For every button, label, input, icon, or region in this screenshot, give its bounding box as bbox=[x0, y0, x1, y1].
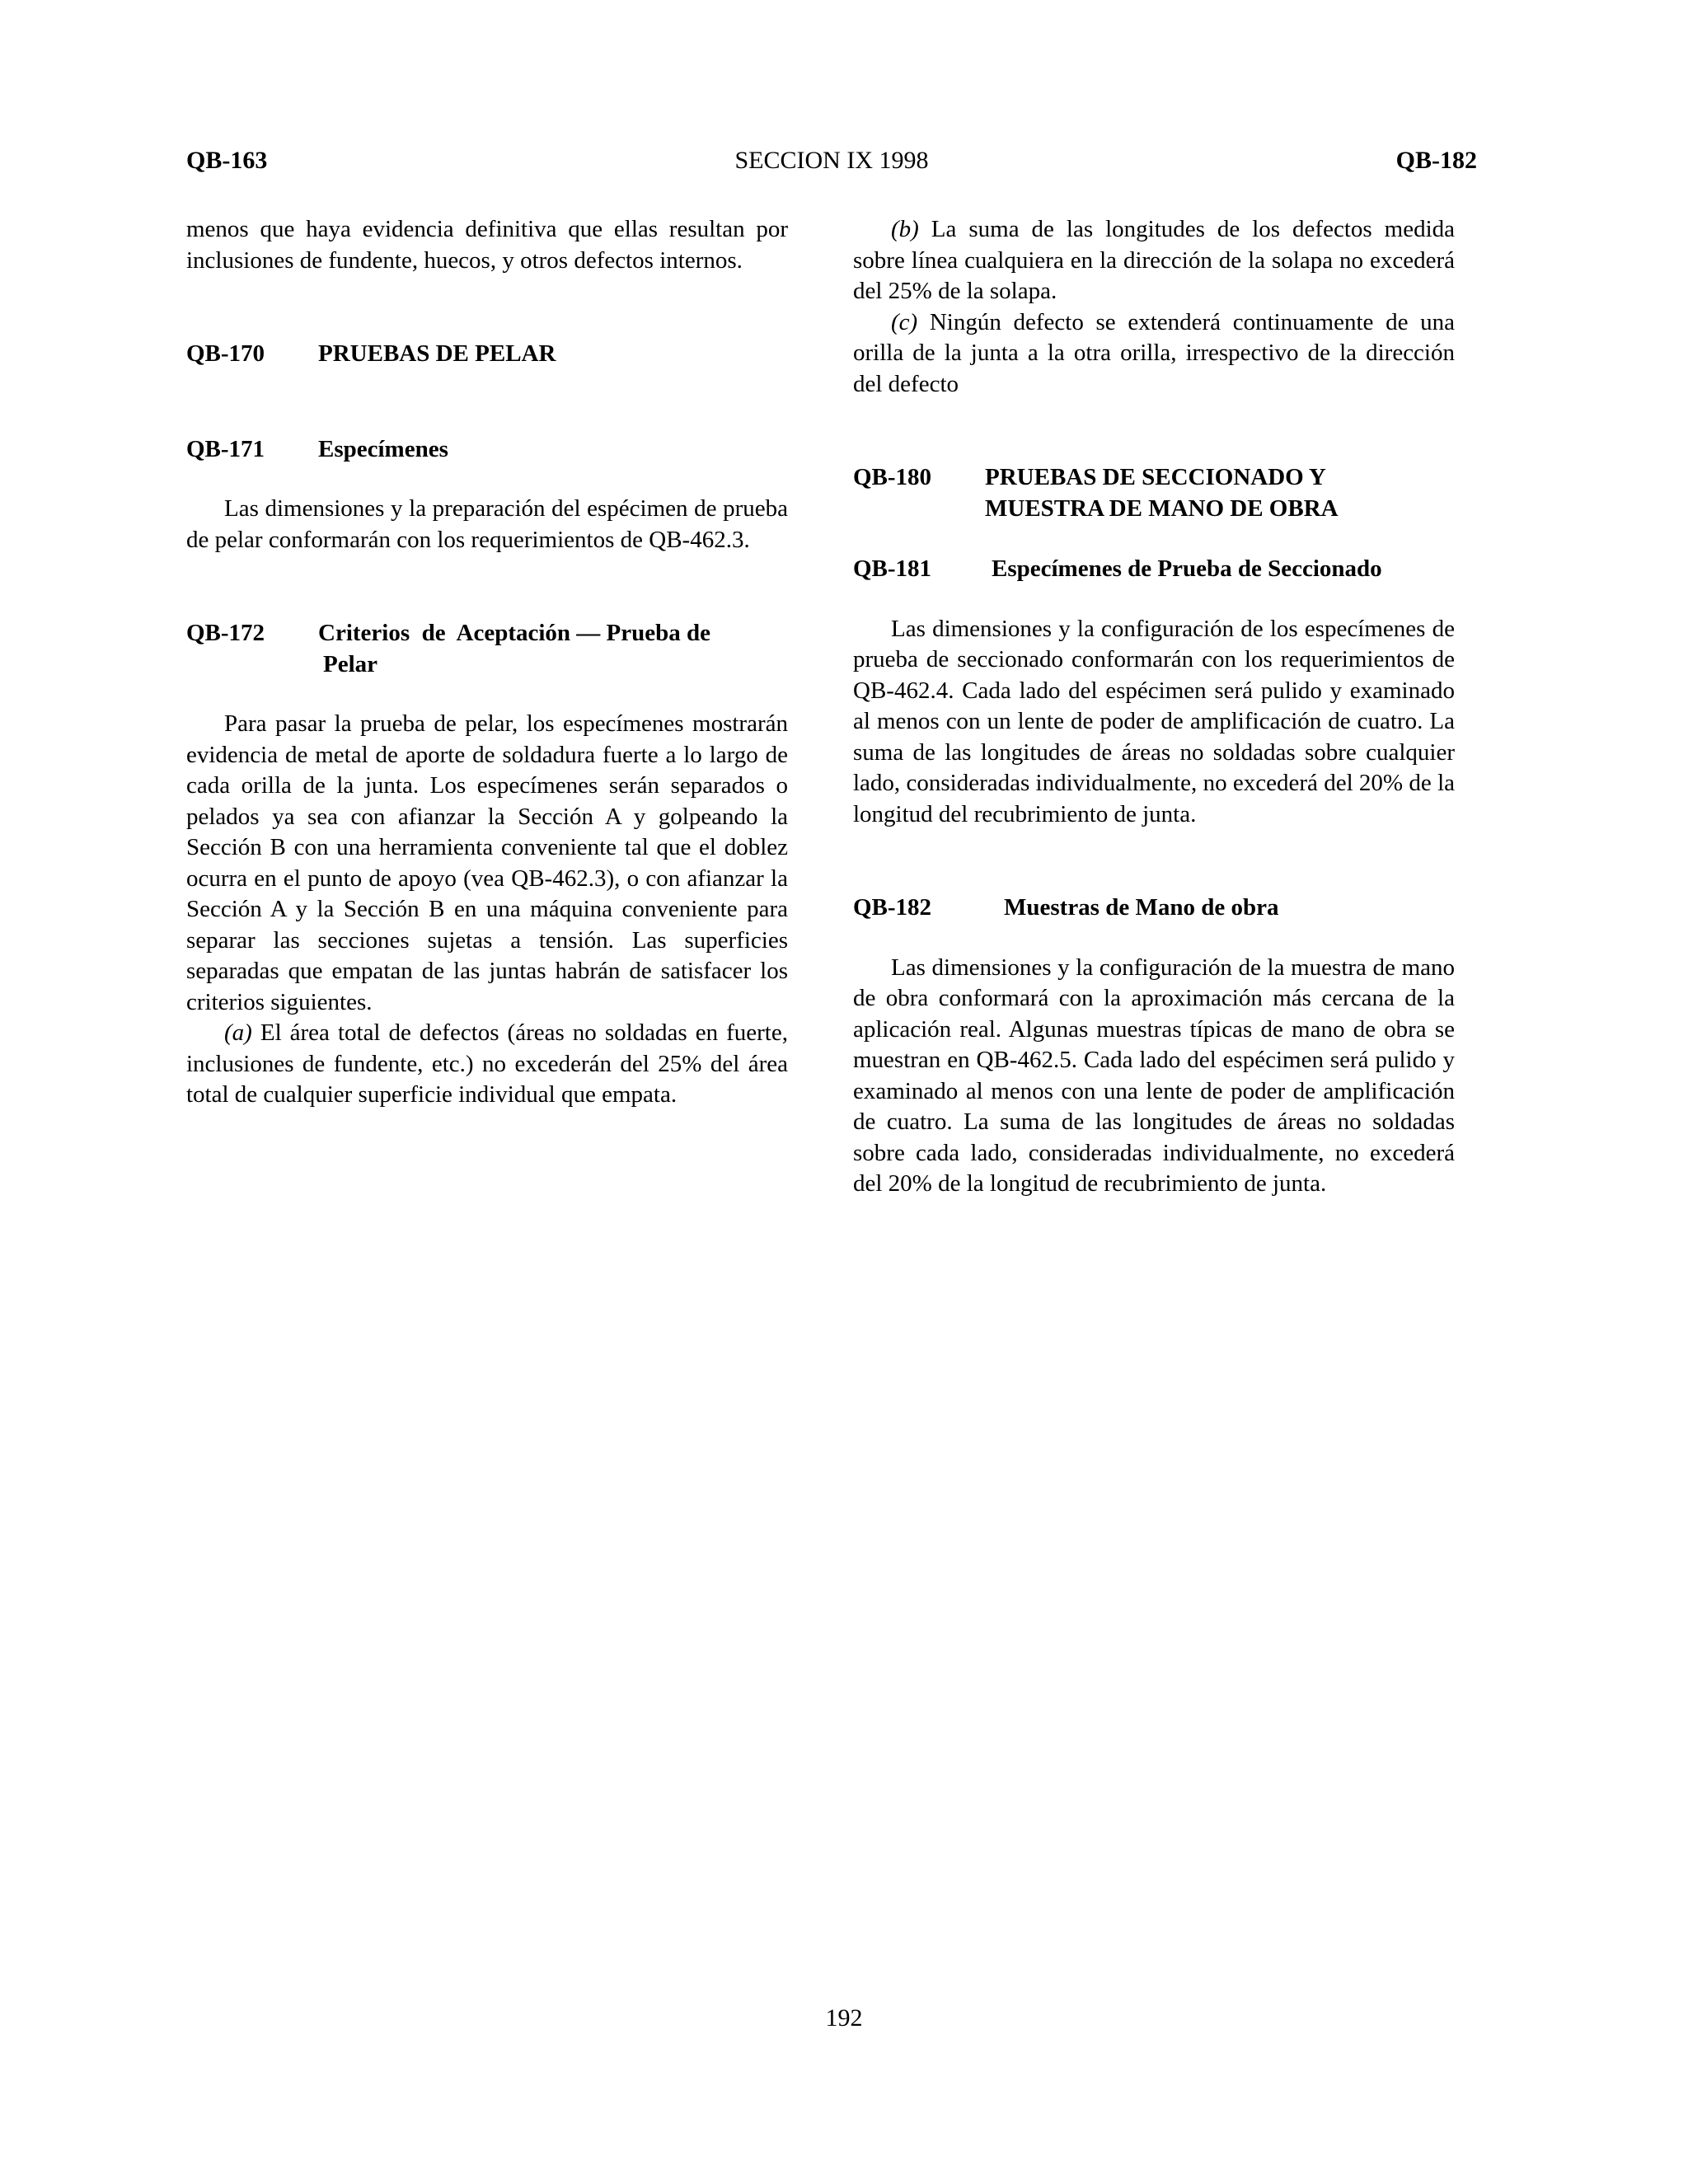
left-column bbox=[186, 214, 788, 1111]
heading-number: QB-170 bbox=[186, 340, 265, 367]
header-left-reference: QB-163 bbox=[186, 147, 268, 174]
criterion-label: (b) bbox=[891, 216, 919, 242]
heading-title-line: Criterios de Aceptación — Prueba de bbox=[318, 620, 711, 646]
heading-qb171 bbox=[186, 434, 788, 466]
criterion-c bbox=[853, 307, 1455, 401]
header-section-title: SECCION IX 1998 bbox=[734, 147, 929, 174]
criterion-text: Ningún defecto se extenderá continuamente de una orilla de la junta a la otra orilla, irrespectivo de la dirección del defecto bbox=[853, 308, 1455, 397]
paragraph-qb172: Para pasar la prueba de pelar, los especímenes mostrarán evidencia de metal de aporte de soldadura fuerte a lo largo de cada orilla de la junta. Los especímenes serán separados o pelados ya sea con afianzar la Sección A y golpeando la Sección B con una herramienta conveniente tal que el doblez ocurra en el punto de apoyo (vea QB-462.3), o con afianzar la Sección A y la Sección B en una máquina conveniente para separar las secciones sujetas a tensión. Las superficies separadas que empatan de las juntas habrán de satisfacer los criterios siguientes. bbox=[186, 710, 788, 1015]
criterion-label: (c) bbox=[891, 308, 918, 335]
heading-qb180 bbox=[853, 462, 1455, 524]
right-column bbox=[853, 214, 1455, 1200]
heading-qb181 bbox=[853, 554, 1455, 585]
heading-number: QB-180 bbox=[853, 464, 932, 490]
intro-paragraph: menos que haya evidencia definitiva que ellas resultan por inclusiones de fundente, huecos, y otros defectos internos. bbox=[186, 216, 788, 274]
heading-title-line: MUESTRA DE MANO DE OBRA bbox=[985, 494, 1339, 522]
heading-qb182 bbox=[853, 893, 1455, 924]
criterion-text: La suma de las longitudes de los defectos medida sobre línea cualquiera en la dirección de la solapa no excederá del 25% de la solapa. bbox=[853, 216, 1455, 304]
paragraph-qb182: Las dimensiones y la configuración de la muestra de mano de obra conformará con la aproximación más cercana de la aplicación real. Algunas muestras típicas de mano de obra se muestran en QB-462.5. Cada lado del espécimen será pulido y examinado al menos con una lente de poder de amplificación de cuatro. La suma de las longitudes de áreas no soldadas sobre cada lado, consideradas individualmente, no excederá del 20% de la longitud de recubrimiento de junta. bbox=[853, 954, 1455, 1197]
header-right-reference: QB-182 bbox=[1395, 147, 1477, 174]
criterion-b bbox=[853, 214, 1455, 307]
criterion-text: El área total de defectos (áreas no soldadas en fuerte, inclusiones de fundente, etc.) no excederán del 25% del área total de cualquier superficie individual que empata. bbox=[186, 1019, 788, 1108]
heading-title-line: PRUEBAS DE SECCIONADO Y bbox=[985, 464, 1326, 490]
heading-qb170 bbox=[186, 339, 788, 370]
heading-title: Muestras de Mano de obra bbox=[1004, 894, 1279, 921]
criterion-label: (a) bbox=[224, 1019, 252, 1046]
page-number: 192 bbox=[825, 2004, 863, 2032]
heading-title-line: Pelar bbox=[323, 650, 378, 677]
paragraph-qb181: Las dimensiones y la configuración de los especímenes de prueba de seccionado conformarán con los requerimientos de QB-462.4. Cada lado del espécimen será pulido y examinado al menos con un lente de poder de amplificación de cuatro. La suma de las longitudes de áreas no soldadas sobre cualquier lado, consideradas individualmente, no excederá del 20% de la longitud del recubrimiento de junta. bbox=[853, 615, 1455, 827]
heading-title bbox=[985, 462, 1455, 524]
heading-title: Especímenes bbox=[318, 435, 448, 462]
heading-qb172 bbox=[186, 618, 788, 680]
heading-number: QB-171 bbox=[186, 435, 265, 462]
heading-number: QB-182 bbox=[853, 894, 932, 921]
heading-number: QB-181 bbox=[853, 555, 932, 582]
heading-title: PRUEBAS DE PELAR bbox=[318, 340, 556, 367]
paragraph-qb171: Las dimensiones y la preparación del espécimen de prueba de pelar conformarán con los requerimientos de QB-462.3. bbox=[186, 495, 788, 553]
heading-number: QB-172 bbox=[186, 620, 265, 646]
heading-title bbox=[318, 618, 788, 680]
page-header bbox=[186, 147, 1477, 183]
heading-title: Especímenes de Prueba de Seccionado bbox=[992, 555, 1382, 582]
criterion-a bbox=[186, 1018, 788, 1111]
